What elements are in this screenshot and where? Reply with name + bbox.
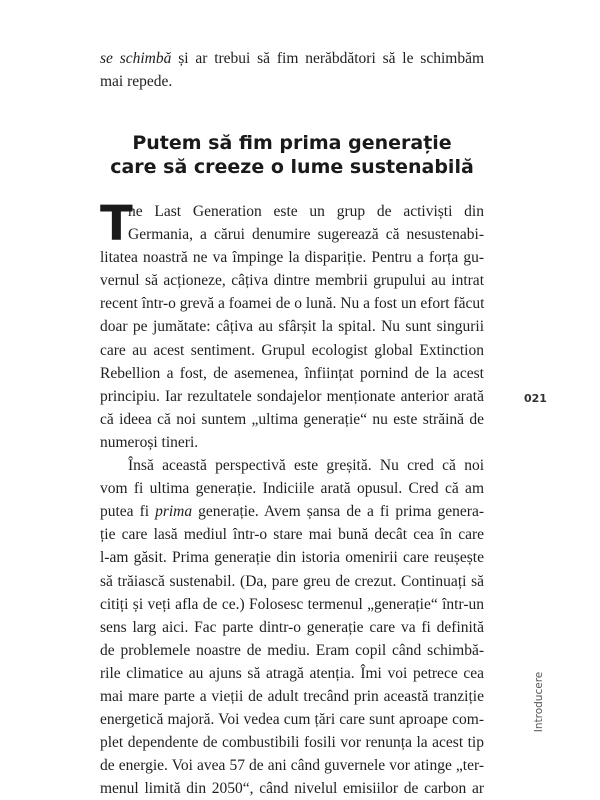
running-section-label: Introducere xyxy=(533,671,545,733)
text-line: menul limită din 2050“, când nivelul emisiilor de carbon ar xyxy=(100,780,484,798)
text-line: recent într-o grevă a foamei de o lună. Nu a fost un efort făcut xyxy=(100,295,485,313)
page-number: 021 xyxy=(524,392,547,405)
section-heading xyxy=(80,131,504,179)
text-line: vernul să acționeze, câțiva dintre membrii grupului au intrat xyxy=(100,272,484,290)
text-line: doar pe jumătate: câțiva au sfârșit la spital. Nu sunt singurii xyxy=(100,318,484,336)
text-line: numeroși tineri. xyxy=(100,433,199,451)
text-line: se schimbă și ar trebui să fim nerăbdători să le schimbăm xyxy=(100,50,484,67)
text-line: litatea noastră ne va împinge la dispariție. Pentru a forța gu- xyxy=(100,249,484,267)
text-line: care au acest sentiment. Grupul ecologist global Extinction xyxy=(100,341,484,359)
text-line: să trăiască sustenabil. (Da, pare greu de crezut. Continuați să xyxy=(100,572,484,590)
heading-line: Putem să fim prima generație xyxy=(132,132,452,154)
heading-line: care să creeze o lume sustenabilă xyxy=(110,156,474,178)
body-text xyxy=(100,196,485,800)
text-line: Germania, a cărui denumire sugerează că nesustenabi- xyxy=(128,226,484,244)
text-line: he Last Generation este un grup de activiști din xyxy=(128,203,484,220)
text-line: plet dependente de combustibili fosili vor renunța la acest tip xyxy=(100,734,484,752)
text-line: ție care lasă mediul într-o stare mai bună decât cea în care xyxy=(100,526,484,544)
text-line: principiu. Iar rezultatele sondajelor menționate anterior arată xyxy=(100,387,484,405)
text-line: că ideea că noi suntem „ultima generație“ nu este străină de xyxy=(100,410,484,428)
text-line: sens larg aici. Fac parte dintr-o generație care va fi definită xyxy=(100,618,484,636)
text-line: citiți și veți afla de ce.) Folosesc termenul „generație“ într-un xyxy=(100,595,484,613)
text-line: de energie. Voi avea 57 de ani când guvernele vor atinge „ter- xyxy=(100,757,484,775)
text-line: mai repede. xyxy=(100,73,173,91)
text-line: l-am găsit. Prima generație din istoria omenirii care reușește xyxy=(100,549,484,567)
text-line: Însă această perspectivă este greșită. Nu cred că noi xyxy=(128,457,484,475)
text-line: de problemele noastre de mediu. Eram copil când schimbă- xyxy=(100,641,484,659)
intro-text xyxy=(100,47,484,93)
text-line: rile climatice au ajuns să atragă atenția. Îmi voi petrece cea xyxy=(100,664,484,682)
text-line: putea fi prima generație. Avem șansa de a fi prima genera- xyxy=(100,503,484,521)
drop-cap: T xyxy=(100,196,133,252)
text-line: mai mare parte a vieții de adult trecând prin această tranziție xyxy=(100,687,484,705)
text-line: vom fi ultima generație. Indiciile arată opusul. Cred că am xyxy=(100,480,484,498)
text-line: Rebellion a fost, de asemenea, înființat pornind de la acest xyxy=(100,364,484,382)
text-line: energetică majoră. Voi vedea cum țări care sunt aproape com- xyxy=(100,711,484,729)
